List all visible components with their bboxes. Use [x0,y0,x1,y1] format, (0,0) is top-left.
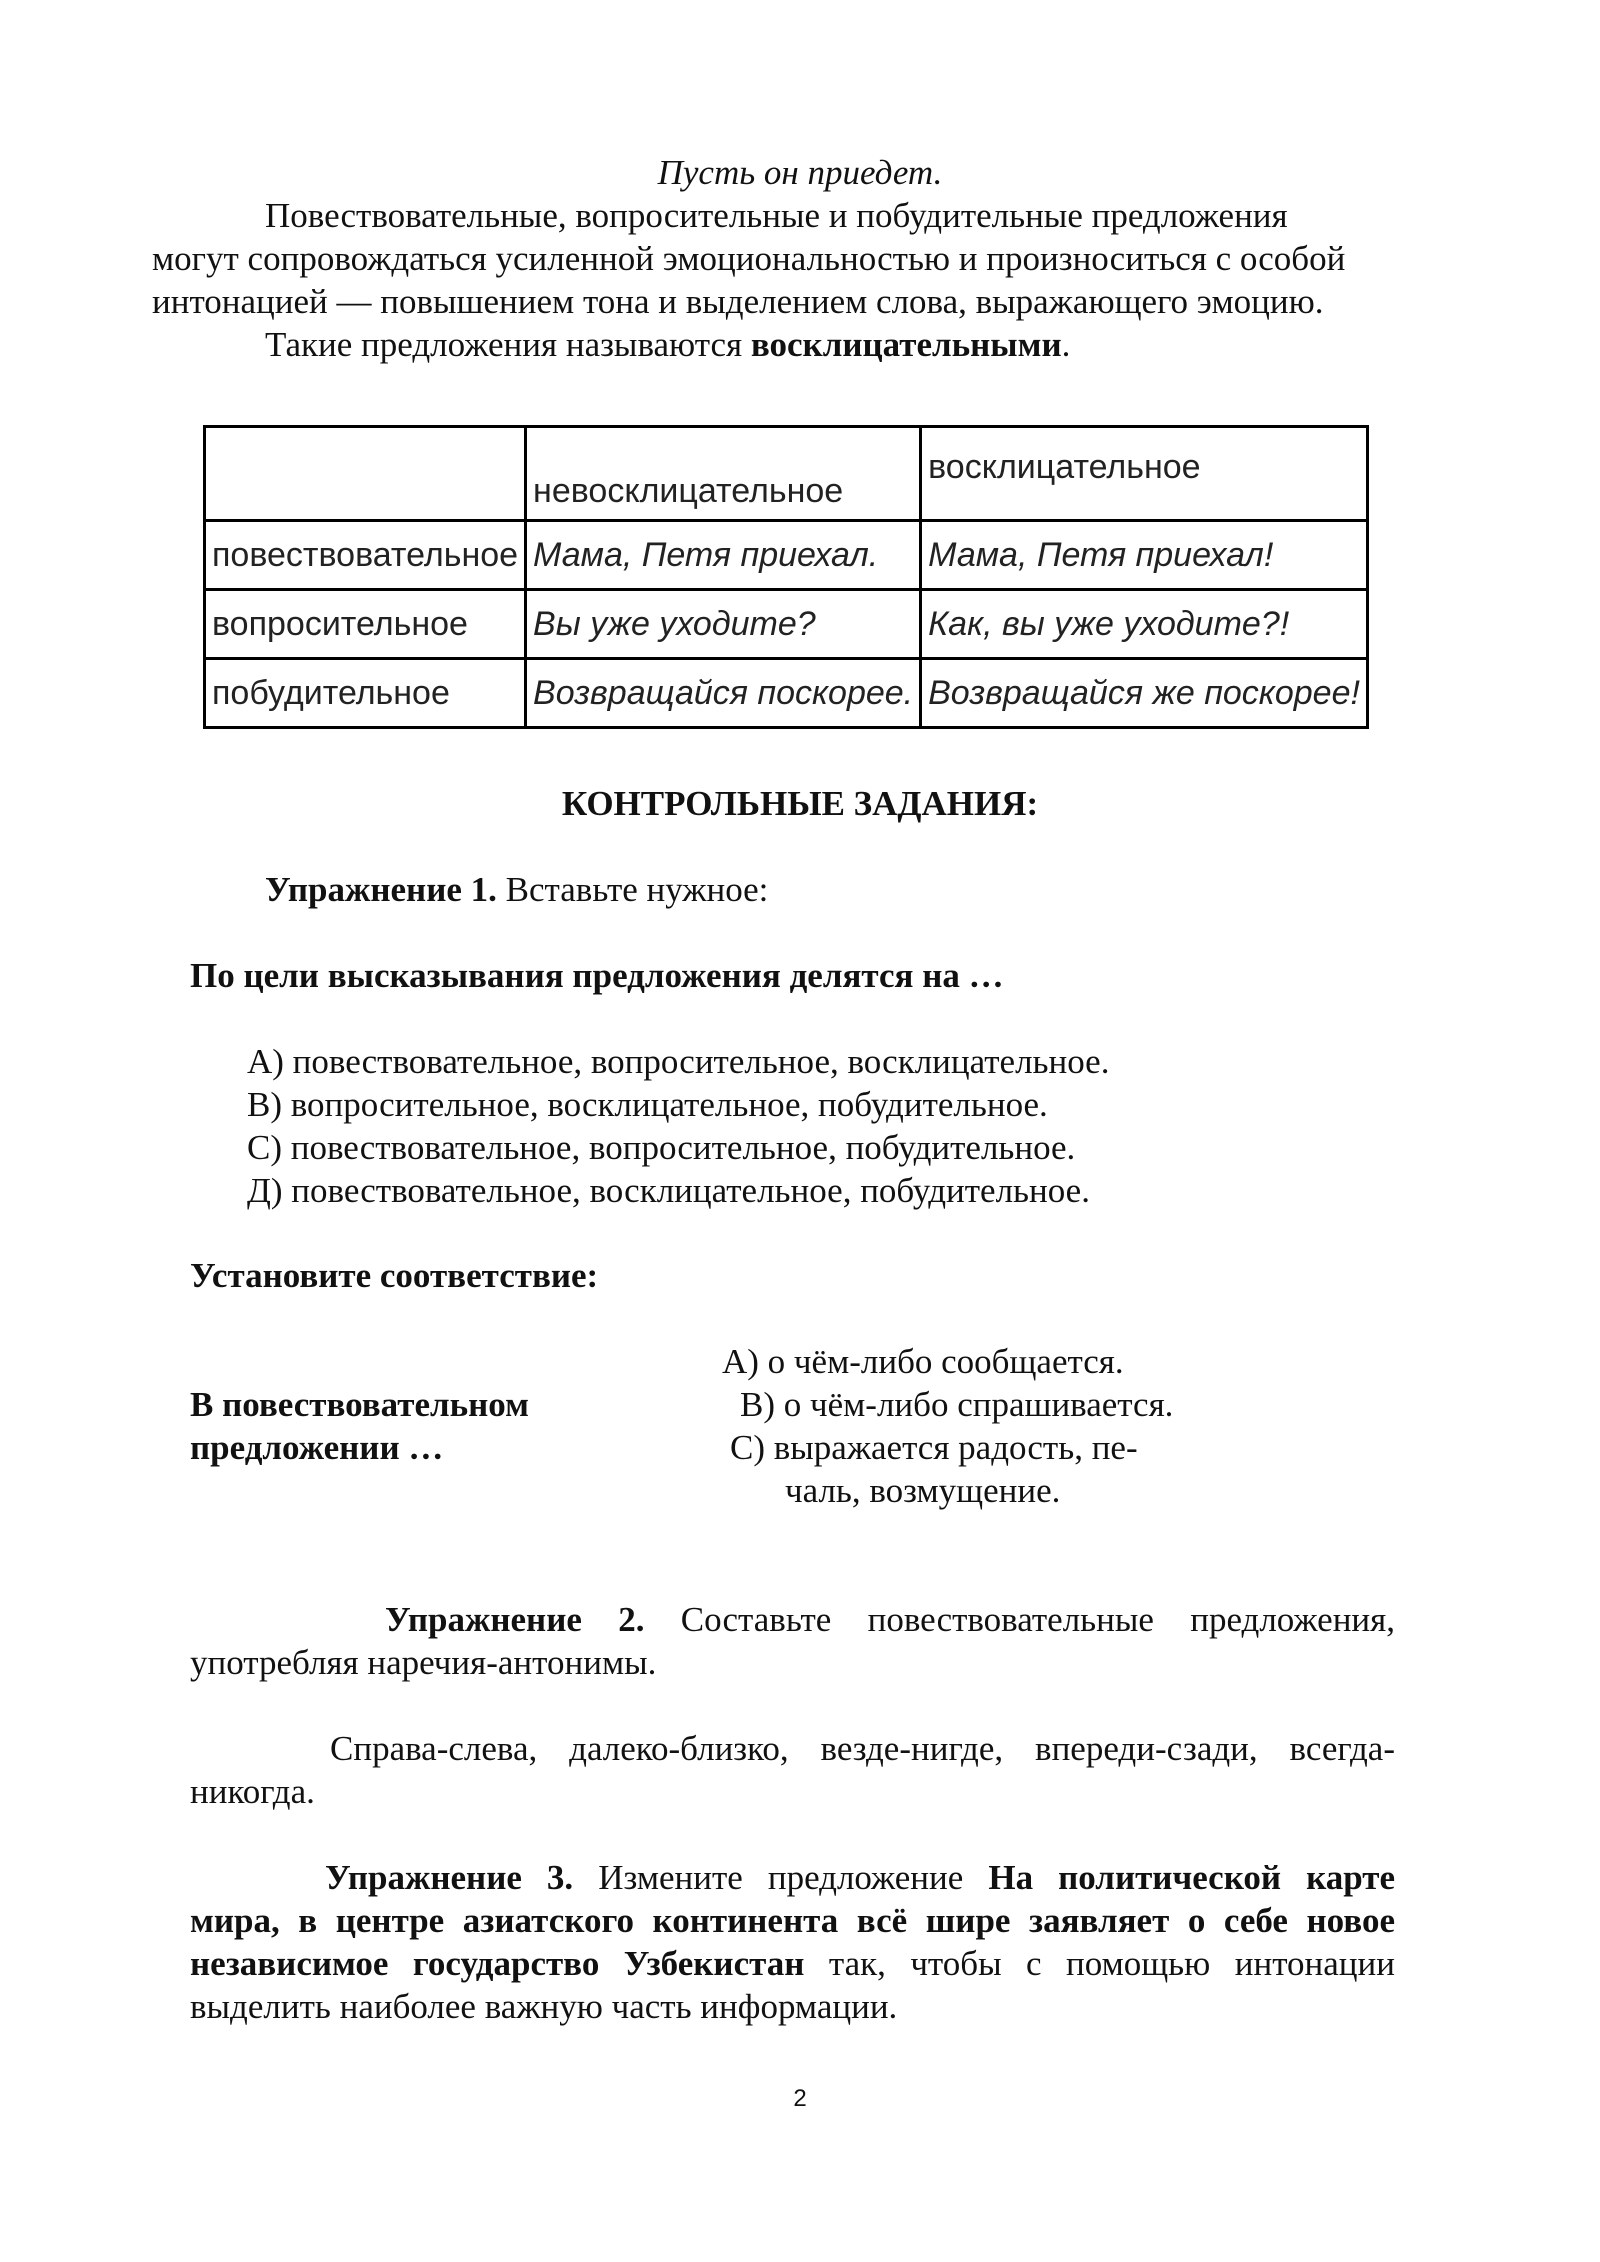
exercise-label: Упражнение 2. [385,1600,645,1639]
match-option-a: А) о чём-либо сообщается. [722,1342,1124,1381]
table-cell: повествовательное [205,521,526,590]
sentence-types-table [203,425,1369,729]
option-a: А) повествовательное, вопросительное, восклицательное. [247,1042,1110,1081]
option-b: В) вопросительное, восклицательное, побудительное. [247,1085,1048,1124]
table-cell: Возвращайся же поскорее! [921,659,1368,728]
match-option-b: В) о чём-либо спрашивается. [740,1385,1174,1424]
match-option-c: С) выражается радость, пе- [730,1428,1138,1467]
paragraph-line: Повествовательные, вопросительные и побудительные предложения [265,196,1288,235]
exercise-instruction: Составьте повествовательные предложения, [680,1600,1395,1639]
table-cell: Как, вы уже уходите?! [921,590,1368,659]
exercise-text: так, чтобы с помощью интонации [828,1944,1395,1983]
paragraph-line: могут сопровождаться усиленной эмоциональностью и произноситься с особой [152,239,1346,278]
section-title: КОНТРОЛЬНЫЕ ЗАДАНИЯ: [561,784,1039,823]
adverb-pairs-cont: никогда. [190,1772,315,1811]
exercise-3-heading [325,1858,1395,1898]
paragraph-line: интонацией — повышением тона и выделением слова, выражающего эмоцию. [152,282,1324,321]
table-row [205,659,1368,728]
exercise-3-line: выделить наиболее важную часть информации. [190,1987,898,2026]
match-left: В повествовательном [190,1385,529,1424]
match-title: Установите соответствие: [190,1256,599,1295]
table-row [205,590,1368,659]
match-option-c-cont: чаль, возмущение. [785,1471,1061,1510]
table-row [205,521,1368,590]
match-left: предложении … [190,1428,444,1467]
table-cell: Возвращайся поскорее. [526,659,921,728]
option-d: Д) повествовательное, восклицательное, побудительное. [247,1171,1090,1210]
table-cell: побудительное [205,659,526,728]
exercise-instruction: Вставьте нужное: [496,870,769,909]
page-number: 2 [793,2085,807,2112]
table-cell: вопросительное [205,590,526,659]
example-sentence: Пусть он приедет. [657,153,943,192]
bold-sentence-line: мира, в центре азиатского континента всё шире заявляет о себе новое [190,1901,1395,1940]
exercise-label: Упражнение 1. [265,870,497,909]
table-header-cell [205,427,526,521]
paragraph-end: . [1061,325,1071,364]
table-header-row [205,427,1368,521]
exercise-label: Упражнение 3. [325,1858,574,1897]
adverb-pairs: Справа-слева, далеко-близко, везде-нигде, впереди-сзади, всегда- [330,1729,1395,1768]
table-cell: Вы уже уходите? [526,590,921,659]
table-header-cell: невосклицательное [526,427,921,521]
table-cell: Мама, Петя приехал! [921,521,1368,590]
option-c: С) повествовательное, вопросительное, побудительное. [247,1128,1076,1167]
paragraph-line [265,325,1070,365]
exercise-1-heading [265,870,768,910]
bold-term: восклицательными [750,325,1062,364]
exercise-2-line: употребляя наречия-антонимы. [190,1643,657,1682]
exercise-2-heading [385,1600,1395,1640]
exercise-3-line [190,1944,1395,1984]
bold-sentence: независимое государство Узбекистан [190,1944,805,1983]
table-cell: Мама, Петя приехал. [526,521,921,590]
exercise-question: По цели высказывания предложения делятся на … [190,956,1004,995]
paragraph-text: Такие предложения называются [265,325,751,364]
table-header-cell: восклицательное [921,427,1368,521]
bold-sentence: На политической карте [988,1858,1395,1897]
exercise-instruction: Измените предложение [573,1858,989,1897]
